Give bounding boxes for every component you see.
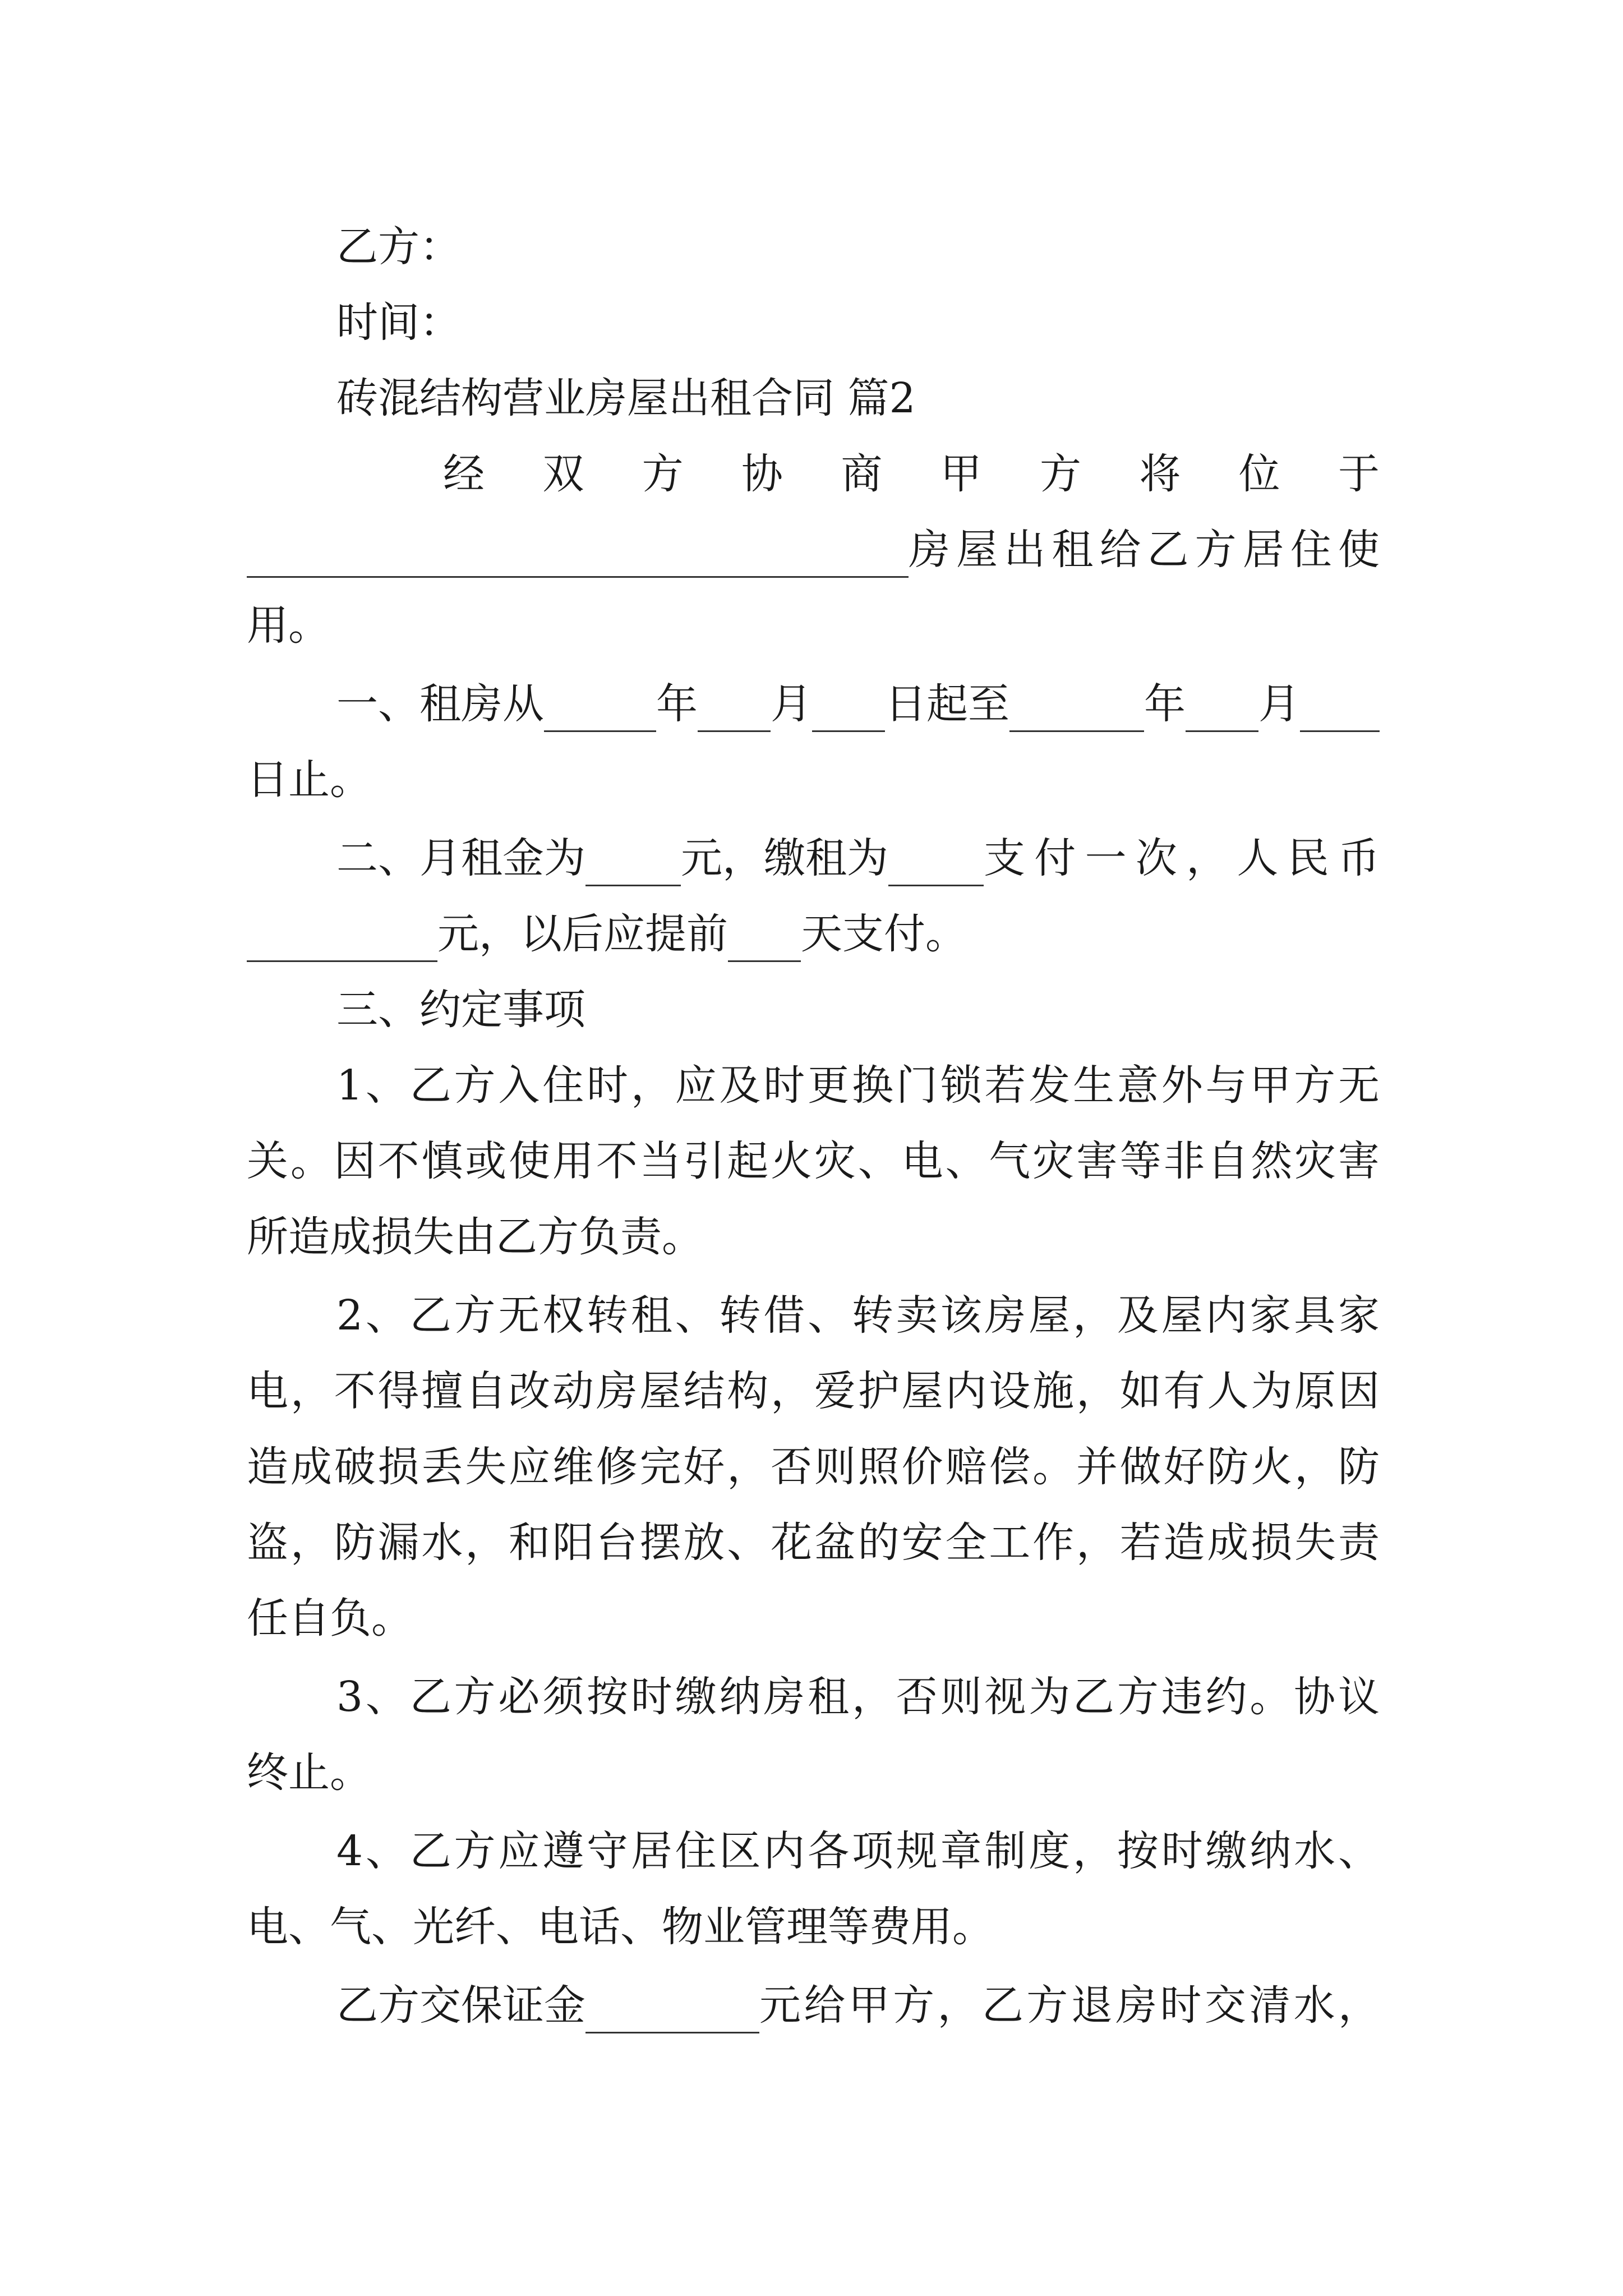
clause-2-line-1 (336, 830, 1380, 886)
clause-3-title: 三、约定事项 (336, 986, 585, 1034)
clause-1-text-a: 一、租房从 (336, 680, 544, 728)
start-day-blank (812, 687, 885, 732)
item-2-line-3: 造成破损丢失应维修完好，否则照价赔偿。并做好防火，防 (247, 1443, 1380, 1491)
deposit-text-a: 乙方交保证金 (336, 1981, 585, 2030)
clause-2-text-a: 二、月租金为 (336, 834, 585, 882)
clause-1-text-c: 月 (771, 680, 812, 728)
clause-2-line-2 (247, 906, 1380, 962)
party-b-label: 乙方： (336, 223, 461, 271)
item-3-line-2: 终止。 (247, 1749, 371, 1797)
deposit-text-b: 元给甲方，乙方退房时交清水， (759, 1981, 1380, 2030)
clause-1-line-2: 日止。 (247, 756, 371, 804)
item-1-line-2: 关。因不慎或使用不当引起火灾、电、气灾害等非自然灾害 (247, 1137, 1380, 1185)
clause-1-text-b: 年 (656, 680, 698, 728)
intro-line-3: 用。 (247, 601, 330, 650)
advance-days-blank (728, 917, 801, 962)
intro-line-1: 经双方协商甲方将位于 (443, 450, 1380, 498)
address-blank (247, 532, 909, 578)
clause-2-text-b: 元，缴租为 (681, 834, 888, 882)
clause-2-text-c: 支付一次，人民币 (984, 834, 1380, 882)
start-year-blank (544, 687, 656, 732)
clause-1-text-f: 月 (1258, 680, 1300, 728)
intro-line-2 (247, 522, 1380, 578)
item-4-line-1: 4、乙方应遵守居住区内各项规章制度，按时缴纳水、 (336, 1827, 1380, 1875)
clause-1-text-e: 年 (1144, 680, 1186, 728)
item-2-line-1: 2、乙方无权转租、转借、转卖该房屋，及屋内家具家 (336, 1291, 1380, 1340)
end-day-blank (1300, 687, 1380, 732)
item-4-line-2: 电、气、光纤、电话、物业管理等费用。 (247, 1903, 994, 1951)
item-1-line-3: 所造成损失由乙方负责。 (247, 1213, 703, 1261)
deposit-line (336, 1977, 1380, 2033)
end-year-blank (1009, 687, 1144, 732)
clause-1-line-1 (336, 676, 1380, 732)
end-month-blank (1186, 687, 1258, 732)
intro-line-2-text: 房屋出租给乙方居住使 (909, 526, 1380, 574)
deposit-amount-blank (585, 1988, 759, 2033)
clause-2-text-e: 天支付。 (801, 910, 967, 958)
item-2-line-2: 电，不得擅自改动房屋结构，爱护屋内设施，如有人为原因 (247, 1367, 1380, 1415)
clause-1-text-d: 日起至 (885, 680, 1009, 728)
time-label: 时间： (336, 298, 461, 347)
monthly-rent-blank (585, 841, 681, 886)
clause-2-text-d: 元，以后应提前 (437, 910, 728, 958)
payment-cycle-blank (888, 841, 984, 886)
section-heading: 砖混结构营业房屋出租合同 篇2 (336, 374, 916, 422)
rmb-amount-blank (247, 917, 437, 962)
item-2-line-4: 盗，防漏水，和阳台摆放、花盆的安全工作，若造成损失责 (247, 1519, 1380, 1567)
start-month-blank (698, 687, 771, 732)
item-1-line-1: 1、乙方入住时，应及时更换门锁若发生意外与甲方无 (336, 1061, 1380, 1110)
item-3-line-1: 3、乙方必须按时缴纳房租，否则视为乙方违约。协议 (336, 1673, 1380, 1721)
item-2-line-5: 任自负。 (247, 1594, 413, 1642)
